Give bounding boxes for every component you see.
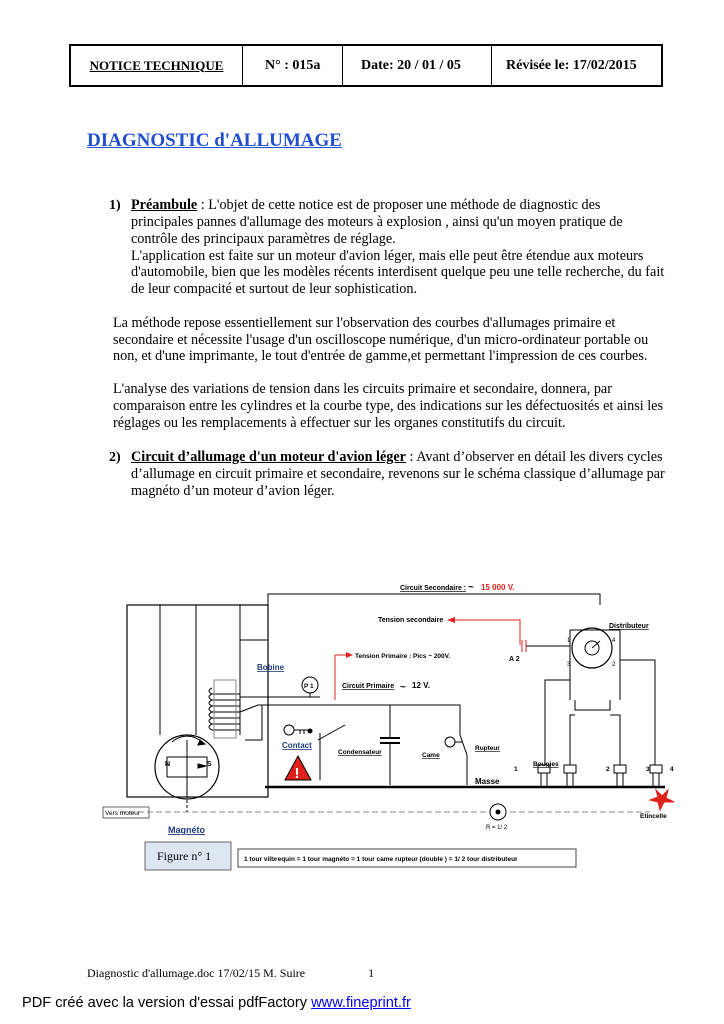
label-rupteur: Rupteur: [475, 745, 500, 752]
text-line: contrôle des principaux paramètres de réglage.: [131, 231, 396, 247]
distributor-pin-label: 2: [612, 662, 616, 668]
section-1-heading: Préambule: [131, 197, 198, 213]
section-number: 2): [109, 450, 121, 465]
distributor-pin-label: 1: [567, 638, 571, 644]
text-line: L'analyse des variations de tension dans les circuits primaire et secondaire, donnera, par: [113, 381, 612, 397]
notice-number: N° : 015a: [243, 46, 343, 85]
page-footer: [87, 966, 374, 981]
trial-banner: [22, 995, 411, 1011]
revision-date: Révisée le: 17/02/2015: [506, 57, 637, 73]
spark-icon: [650, 790, 674, 810]
figure-label: Figure n° 1: [157, 849, 212, 863]
label-south: S: [207, 761, 212, 768]
label-etincelle: Etincelle: [640, 813, 667, 820]
ignition-diagram: [0, 570, 724, 890]
label-secondary-voltage: 15 000 V.: [481, 583, 515, 592]
text-line: secondaire et nécessite l'usage d'un oscilloscope numérique, d'un micro-ordinateur portable ou: [113, 332, 649, 348]
label-vers-moteur: Vers moteur: [105, 810, 141, 817]
footer-file: Diagnostic d'allumage.doc 17/02/15 M. Suire: [87, 966, 306, 980]
spark-plug-icon: [538, 765, 662, 787]
notice-date: Date: 20 / 01 / 05: [343, 46, 492, 85]
plug-number: 3: [646, 766, 650, 773]
label-tilde-2: ~: [400, 682, 406, 693]
label-tension-secondaire: Tension secondaire: [378, 617, 444, 624]
text-line: L'application est faite sur un moteur d'avion léger, mais elle peut être étendue aux moteurs: [131, 248, 644, 264]
label-masse: Masse: [475, 777, 500, 786]
text-run: : Avant d’observer en détail les divers cycles: [405, 449, 663, 465]
label-condensateur: Condensateur: [338, 749, 382, 756]
section-2-line: [131, 449, 663, 466]
section-2-heading: Circuit d’allumage d'un moteur d'avion léger: [131, 449, 406, 465]
coil-icon: [209, 680, 240, 738]
header-table: [69, 44, 663, 87]
text-run: : L'objet de cette notice est de proposer une méthode de diagnostic des: [197, 197, 601, 213]
svg-text:!: !: [294, 765, 300, 782]
plug-number: 1: [514, 766, 518, 773]
label-primary-voltage: 12 V.: [412, 681, 430, 690]
trial-text: PDF créé avec la version d'essai pdfFactory: [22, 995, 312, 1011]
label-ratio: R = 1/ 2: [486, 825, 508, 831]
text-line: magnéto d’un moteur d’avion léger.: [131, 483, 335, 499]
label-circuit-secondaire: Circuit Secondaire :: [400, 585, 467, 592]
text-line: comparaison entre les cylindres et la courbe type, des indications sur les défectuosités et ainsi les: [113, 398, 663, 414]
label-magneto: Magnéto: [168, 825, 205, 835]
warning-icon: [285, 756, 311, 782]
label-bobine: Bobine: [257, 663, 285, 672]
figure-caption: 1 tour vilbrequin = 1 tour magnéto = 1 tour came rupteur (double ) = 1/ 2 tour distributeur: [244, 856, 518, 863]
footer-page-number: 1: [368, 966, 375, 980]
section-1-line: [131, 197, 600, 214]
notice-label: NOTICE TECHNIQUE: [71, 46, 243, 85]
label-north: N: [165, 761, 171, 768]
key-icon: [284, 725, 312, 735]
distributor-pin-label: 3: [567, 662, 571, 668]
fineprint-link[interactable]: www.fineprint.fr: [311, 995, 411, 1011]
text-line: d'automobile, bien que les modèles récents interdisent quelque peu une telle recherche, du fait: [131, 264, 665, 280]
label-bougies: Bougies: [533, 761, 559, 768]
page-title: DIAGNOSTIC d'ALLUMAGE: [87, 130, 342, 151]
label-p1: P 1: [304, 683, 314, 690]
text-line: principales pannes d'allumage des moteurs à explosion , ainsi qu'un moyen pratique de: [131, 214, 623, 230]
plug-number: 2: [606, 766, 610, 773]
distributor-pin-label: 4: [612, 638, 616, 644]
label-came: Came: [422, 752, 440, 759]
label-tilde: ~: [468, 582, 474, 593]
label-contact: Contact: [282, 741, 312, 750]
text-line: non, et d'une imprimante, le tout d'entrée de gamme,et permettant l'impression de ces courbes.: [113, 348, 648, 364]
text-line: de leur compacité et surtout de leur sophistication.: [131, 281, 418, 297]
text-line: d’allumage en circuit primaire et secondaire, revenons sur le schéma classique d’allumage par: [131, 466, 665, 482]
label-a2: A 2: [509, 656, 520, 663]
text-line: réglages ou les remplacements à effectuer sur les organes constitutifs du circuit.: [113, 415, 566, 431]
label-tension-primaire: Tension Primaire : Pics ~ 200V.: [355, 653, 451, 660]
label-circuit-primaire: Circuit Primaire: [342, 683, 395, 690]
label-distributeur: Distributeur: [609, 623, 649, 630]
text-line: La méthode repose essentiellement sur l'observation des courbes d'allumages primaire et: [113, 315, 616, 331]
plug-number: 4: [670, 766, 674, 773]
section-number: 1): [109, 198, 121, 213]
